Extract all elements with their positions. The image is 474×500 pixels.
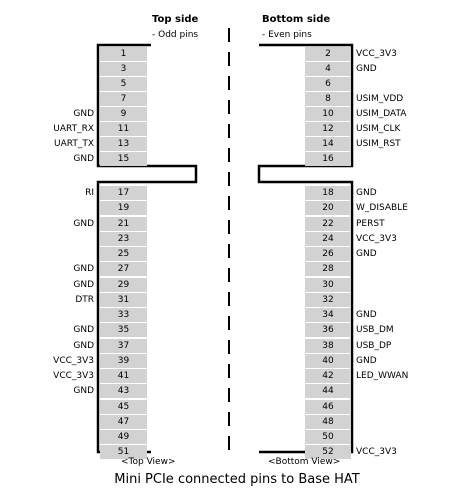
pin-42: 42	[305, 369, 351, 383]
pin-label-37: GND	[73, 340, 94, 351]
pin-label-43: GND	[73, 386, 94, 397]
pin-29: 29	[100, 278, 147, 292]
pin-35: 35	[100, 323, 147, 337]
pin-15: 15	[100, 152, 147, 166]
pin-6: 6	[305, 77, 351, 91]
top-side-subtitle: - Odd pins	[152, 30, 199, 40]
pin-8: 8	[305, 92, 351, 106]
pin-21: 21	[100, 217, 147, 231]
pin-label-31: DTR	[75, 294, 94, 305]
pin-label-18: GND	[356, 188, 377, 198]
pin-label-14: USIM_RST	[356, 139, 401, 149]
pin-label-8: USIM_VDD	[356, 94, 404, 104]
bottom-side-subtitle: - Even pins	[262, 30, 312, 40]
pin-label-17: RI	[85, 188, 94, 198]
pin-49: 49	[100, 430, 147, 444]
pin-37: 37	[100, 339, 147, 353]
pin-label-26: GND	[356, 249, 377, 259]
diagram-caption: Mini PCIe connected pins to Base HAT	[114, 472, 360, 487]
bottom-side-title: Bottom side	[262, 14, 331, 25]
pin-label-27: GND	[73, 264, 94, 275]
pin-33: 33	[100, 308, 147, 322]
pin-label-9: GND	[73, 109, 94, 119]
pin-label-4: GND	[356, 64, 377, 74]
pin-label-39: VCC_3V3	[53, 355, 94, 366]
pin-24: 24	[305, 232, 351, 246]
pin-34: 34	[305, 308, 351, 322]
pin-9: 9	[100, 107, 147, 121]
pin-19: 19	[100, 201, 147, 215]
top-view-label: <Top View>	[121, 457, 176, 467]
pin-16: 16	[305, 152, 351, 166]
pin-26: 26	[305, 247, 351, 261]
pin-label-22: PERST	[356, 218, 385, 229]
pin-label-2: VCC_3V3	[356, 49, 397, 59]
pin-3: 3	[100, 62, 147, 76]
pin-label-12: USIM_CLK	[356, 124, 401, 134]
pin-20: 20	[305, 201, 351, 215]
pin-5: 5	[100, 77, 147, 91]
pin-2: 2	[305, 47, 351, 61]
pin-17: 17	[100, 186, 147, 200]
pin-47: 47	[100, 415, 147, 429]
pin-13: 13	[100, 137, 147, 151]
pin-38: 38	[305, 339, 351, 353]
pin-46: 46	[305, 400, 351, 414]
pin-label-38: USB_DP	[356, 340, 392, 351]
pin-label-36: USB_DM	[356, 325, 394, 336]
pin-51: 51	[100, 445, 147, 459]
top-side-title: Top side	[152, 14, 199, 25]
pin-label-20: W_DISABLE	[356, 203, 408, 214]
pin-43: 43	[100, 384, 147, 398]
pin-25: 25	[100, 247, 147, 261]
pin-27: 27	[100, 262, 147, 276]
pin-label-29: GND	[73, 279, 94, 290]
pin-50: 50	[305, 430, 351, 444]
pin-14: 14	[305, 137, 351, 151]
pin-label-35: GND	[73, 325, 94, 336]
pin-11: 11	[100, 122, 147, 136]
pin-label-42: LED_WWAN	[356, 371, 409, 381]
pin-label-21: GND	[73, 218, 94, 229]
pin-39: 39	[100, 354, 147, 368]
pin-44: 44	[305, 384, 351, 398]
pin-12: 12	[305, 122, 351, 136]
pin-48: 48	[305, 415, 351, 429]
pin-30: 30	[305, 278, 351, 292]
pin-4: 4	[305, 62, 351, 76]
pin-10: 10	[305, 107, 351, 121]
pin-23: 23	[100, 232, 147, 246]
pin-18: 18	[305, 186, 351, 200]
pin-40: 40	[305, 354, 351, 368]
pin-label-13: UART_TX	[53, 139, 94, 149]
pin-label-41: VCC_3V3	[53, 371, 94, 381]
pin-22: 22	[305, 217, 351, 231]
pin-label-10: USIM_DATA	[356, 109, 407, 119]
pin-label-15: GND	[73, 154, 94, 164]
pin-36: 36	[305, 323, 351, 337]
pin-1: 1	[100, 47, 147, 61]
pin-28: 28	[305, 262, 351, 276]
pin-label-40: GND	[356, 355, 377, 366]
pin-label-52: VCC_3V3	[356, 447, 397, 458]
pin-label-11: UART_RX	[53, 124, 94, 134]
pin-52: 52	[305, 445, 351, 459]
pin-31: 31	[100, 293, 147, 307]
pin-41: 41	[100, 369, 147, 383]
bottom-view-label: <Bottom View>	[268, 457, 341, 467]
pin-7: 7	[100, 92, 147, 106]
pin-45: 45	[100, 400, 147, 414]
pin-label-34: GND	[356, 310, 377, 320]
pin-32: 32	[305, 293, 351, 307]
pin-label-24: VCC_3V3	[356, 233, 397, 244]
